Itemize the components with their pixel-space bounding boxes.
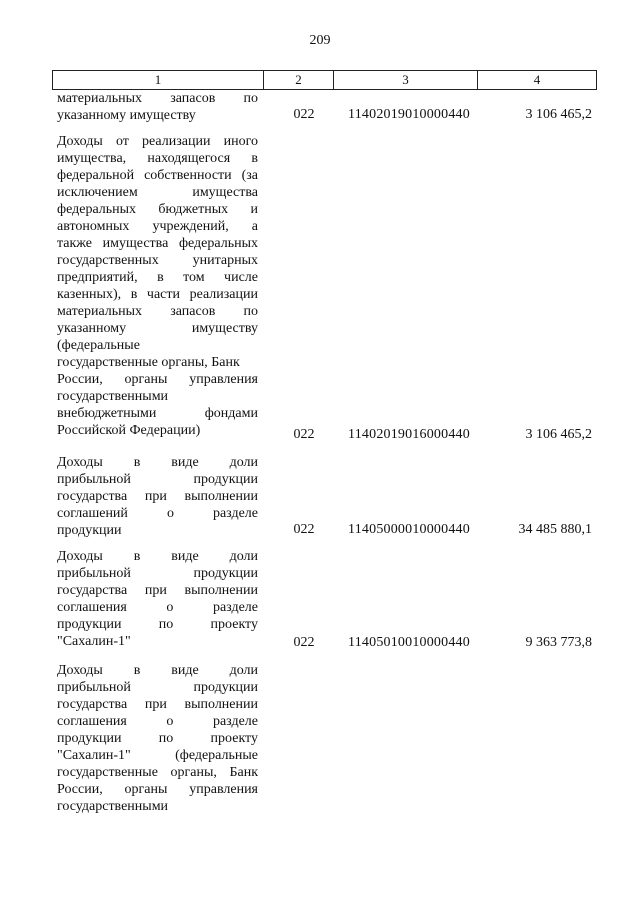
row-description: Доходы в виде доли прибыльной продукции государства при выполнении соглашения о разделе продукции по проекту "Сахалин-1": [57, 549, 258, 649]
row-admin-code: 022: [293, 635, 315, 650]
row-description: Доходы в виде доли прибыльной продукции государства при выполнении соглашений о разделе продукции: [57, 455, 258, 538]
row-kbk-code: 11405000010000440: [348, 522, 470, 537]
row-amount: 9 363 773,8: [525, 635, 592, 650]
header-col-2: 2: [264, 71, 334, 89]
row-kbk-code: 11402019010000440: [348, 107, 470, 122]
row-description: Доходы от реализации иного имущества, находящегося в федеральной собственности (за исключением имущества федеральных бюджетных и автономных учреждений, а также имущества федеральных государственных унитарных предприятий, в том числе казенных), в части реализации материальных запасов по указанному имуществу (федеральные государственные органы, Банк России, органы управления государственными внебюджетными фондами Российской Федерации): [57, 134, 258, 438]
header-col-1: 1: [53, 71, 264, 89]
page-number: 209: [309, 33, 331, 48]
row-admin-code: 022: [293, 107, 315, 122]
row-admin-code: 022: [293, 427, 315, 442]
header-col-4: 4: [533, 72, 541, 87]
row-kbk-code: 11402019016000440: [348, 427, 470, 442]
table-header: [52, 70, 597, 90]
header-col-3: 3: [334, 71, 478, 89]
row-amount: 3 106 465,2: [525, 107, 592, 122]
row-description: Доходы в виде доли прибыльной продукции государства при выполнении соглашения о разделе продукции по проекту "Сахалин-1" (федеральные государственные органы, Банк России, органы управления государственными: [57, 663, 258, 814]
row-amount: 34 485 880,1: [518, 522, 592, 537]
row-kbk-code: 11405010010000440: [348, 635, 470, 650]
row-description: материальных запасов по указанному имуществу: [57, 91, 258, 123]
row-admin-code: 022: [293, 522, 315, 537]
row-amount: 3 106 465,2: [525, 427, 592, 442]
